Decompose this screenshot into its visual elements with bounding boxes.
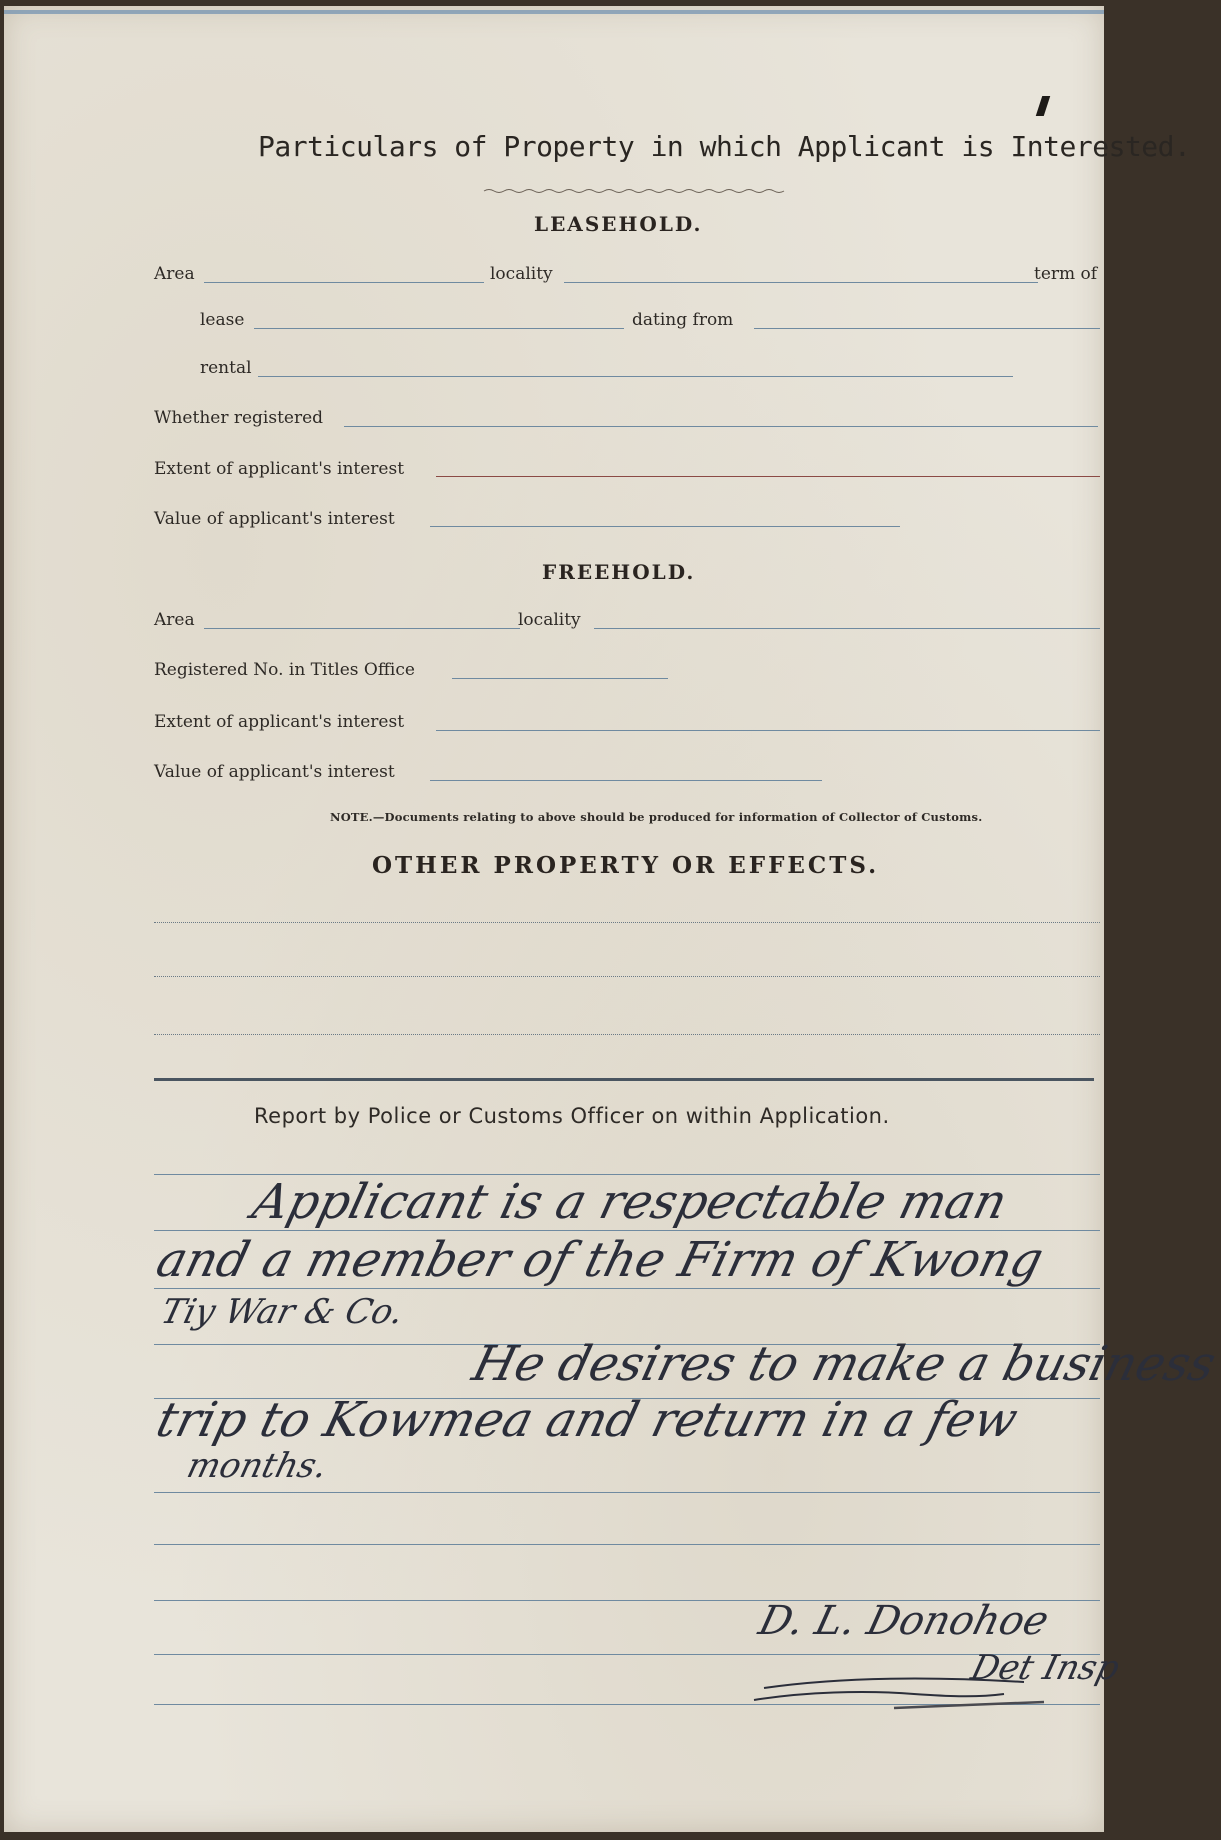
handwritten-line-5: trip to Kowmea and return in a few	[151, 1392, 1024, 1448]
top-edge	[4, 10, 1104, 14]
leasehold-value-field	[430, 526, 900, 527]
freehold-locality-field	[594, 628, 1100, 629]
handwritten-line-4: He desires to make a business	[467, 1336, 1221, 1392]
other-property-line-3	[154, 1034, 1100, 1035]
leasehold-locality-field	[564, 282, 1038, 283]
report-line-9	[154, 1654, 1100, 1655]
signature-flourish	[744, 1656, 1104, 1716]
handwritten-line-6: months.	[183, 1446, 332, 1486]
report-line-7	[154, 1544, 1100, 1545]
report-line-3	[154, 1288, 1100, 1289]
report-line-2	[154, 1230, 1100, 1231]
page-title: Particulars of Property in which Applicant is Interested.	[258, 130, 1191, 163]
freehold-value-label: Value of applicant's interest	[154, 762, 395, 782]
handwritten-line-2: and a member of the Firm of Kwong	[151, 1232, 1049, 1288]
freehold-value-field	[430, 780, 822, 781]
freehold-area-label: Area	[154, 610, 195, 630]
leasehold-lease-field	[254, 328, 624, 329]
report-heading: Report by Police or Customs Officer on within Application.	[254, 1104, 890, 1128]
leasehold-locality-label: locality	[490, 264, 553, 284]
leasehold-extent-field	[436, 476, 1100, 477]
freehold-locality-label: locality	[518, 610, 581, 630]
leasehold-rental-field	[258, 376, 1013, 377]
leasehold-value-label: Value of applicant's interest	[154, 509, 395, 529]
customs-note: NOTE.—Documents relating to above should be produced for information of Collector of Customs.	[330, 810, 983, 824]
leasehold-extent-label: Extent of applicant's interest	[154, 459, 405, 479]
leasehold-heading: LEASEHOLD.	[534, 212, 703, 236]
officer-title: Det Insp	[967, 1648, 1124, 1688]
handwritten-line-3: Tiy War & Co.	[157, 1292, 408, 1332]
freehold-extent-field	[436, 730, 1100, 731]
other-property-heading: OTHER PROPERTY OR EFFECTS.	[372, 852, 880, 879]
officer-signature: D. L. Donohoe	[754, 1598, 1054, 1644]
handwritten-line-1: Applicant is a respectable man	[247, 1174, 1013, 1230]
other-property-line-1	[154, 922, 1100, 923]
leasehold-area-field	[204, 282, 484, 283]
section-divider	[154, 1078, 1094, 1081]
leasehold-registered-field	[344, 426, 1098, 427]
freehold-registered-label: Registered No. in Titles Office	[154, 660, 415, 680]
leasehold-term-label: term of	[1034, 264, 1098, 284]
freehold-registered-field	[452, 678, 668, 679]
leasehold-dating-label: dating from	[632, 310, 734, 330]
other-property-line-2	[154, 976, 1100, 977]
document-page	[4, 6, 1221, 1832]
leasehold-registered-label: Whether registered	[154, 408, 324, 428]
leasehold-rental-label: rental	[200, 358, 252, 378]
leasehold-lease-label: lease	[200, 310, 245, 330]
title-underline-ornament	[484, 188, 784, 194]
freehold-heading: FREEHOLD.	[542, 560, 696, 584]
ink-mark	[1036, 96, 1050, 116]
leasehold-area-label: Area	[154, 264, 195, 284]
freehold-area-field	[204, 628, 520, 629]
freehold-extent-label: Extent of applicant's interest	[154, 712, 405, 732]
report-line-6	[154, 1492, 1100, 1493]
leasehold-dating-field	[754, 328, 1100, 329]
